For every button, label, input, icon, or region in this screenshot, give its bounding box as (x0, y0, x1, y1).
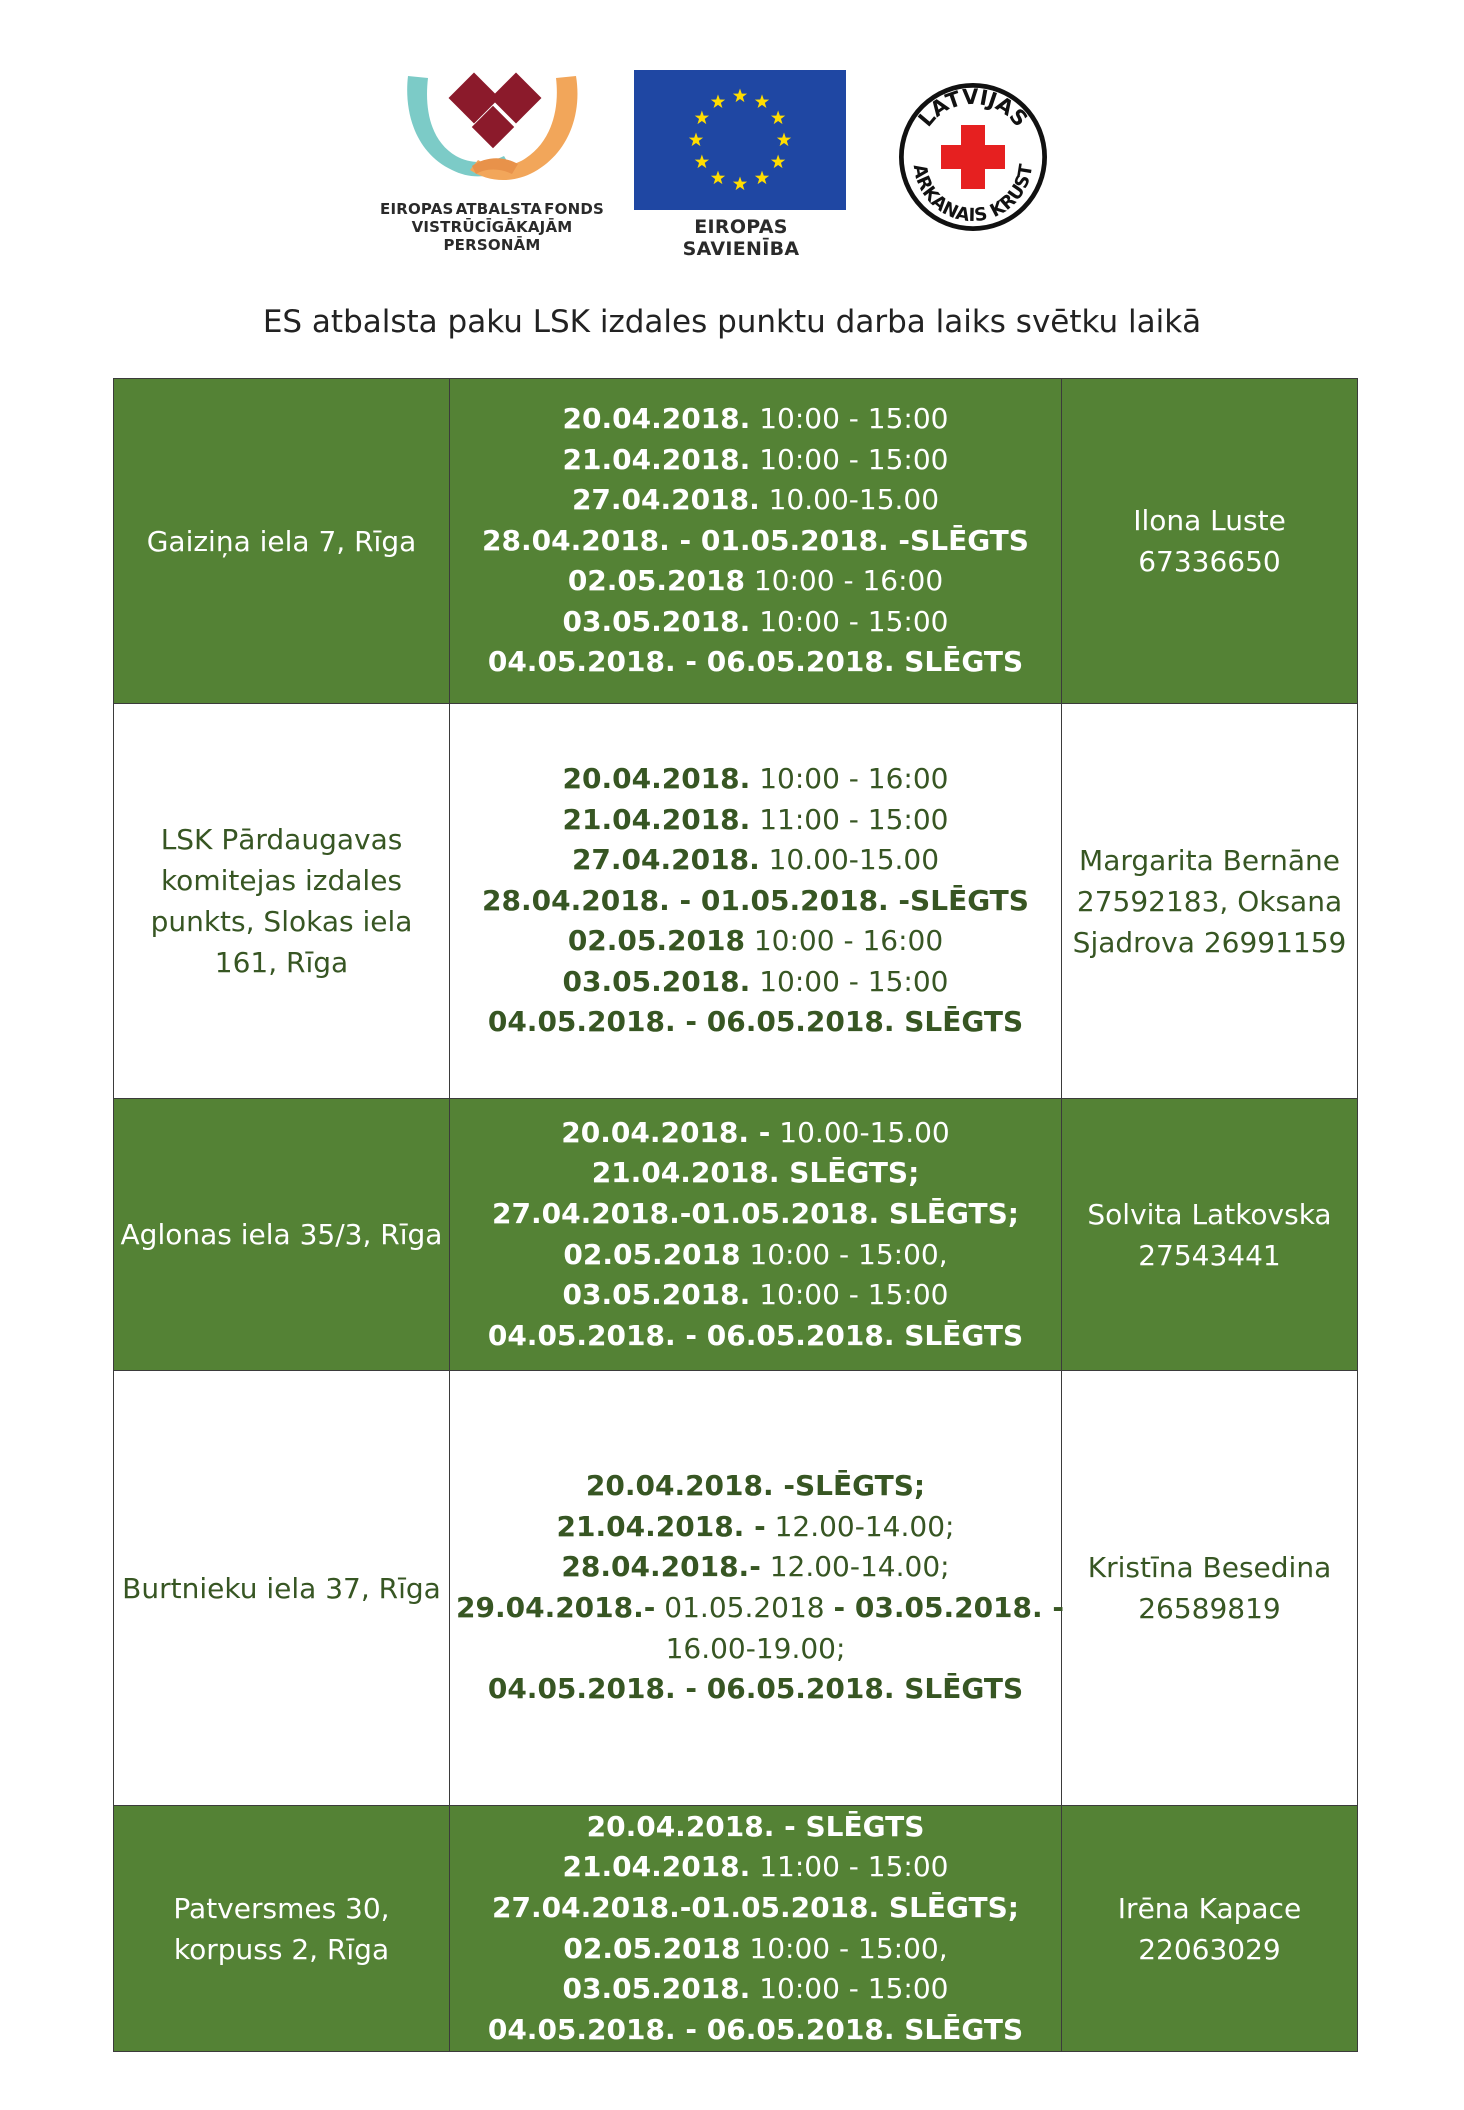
date-text: 29.04.2018.- (456, 1591, 656, 1624)
eu-star-icon (695, 111, 709, 125)
date-text: 27.04.2018.-01.05.2018. SLĒGTS; (492, 1196, 1019, 1230)
date-text: 21.04.2018. (562, 442, 751, 476)
date-text: 04.05.2018. - 06.05.2018. SLĒGTS (487, 2012, 1024, 2046)
date-text: 21.04.2018. - (556, 1509, 766, 1543)
time-text: 12.00-14.00; (765, 1509, 955, 1543)
date-text: 03.05.2018. (562, 604, 751, 638)
table-row (114, 704, 1358, 1099)
date-text: 21.04.2018. SLĒGTS; (591, 1156, 920, 1190)
table-row (114, 1371, 1358, 1806)
eu-star-icon (755, 171, 769, 185)
hours-line (456, 1113, 1055, 1154)
date-text: 03.05.2018. (562, 964, 751, 998)
svg-text:LATVIJAS: LATVIJAS (913, 84, 1033, 132)
contact-cell: Ilona Luste 67336650 (1062, 379, 1358, 704)
hours-line (456, 800, 1055, 841)
date-text: 04.05.2018. - 06.05.2018. SLĒGTS (487, 1672, 1024, 1706)
hours-line (456, 561, 1055, 602)
hours-cell (450, 1371, 1065, 1806)
time-text: 10:00 - 15:00, (740, 1237, 948, 1271)
time-text: 10:00 - 16:00 (744, 924, 944, 958)
date-text: 21.04.2018. (562, 802, 751, 836)
eu-star-icon (755, 94, 769, 108)
contact-cell: Solvita Latkovska 27543441 (1062, 1099, 1358, 1371)
date-text: 20.04.2018. (562, 401, 751, 435)
date-text: 20.04.2018. -SLĒGTS; (585, 1469, 926, 1503)
time-text: 10:00 - 15:00 (750, 604, 949, 638)
hours-line (456, 1235, 1055, 1276)
address-cell: Aglonas iela 35/3, Rīga (114, 1099, 450, 1371)
hours-line (456, 1002, 1055, 1043)
time-text: 10.00-15.00 (770, 1115, 950, 1149)
time-text: 10:00 - 15:00, (740, 1931, 948, 1965)
hours-line (456, 1888, 1055, 1929)
hours-line (456, 1275, 1055, 1316)
address-cell: Gaiziņa iela 7, Rīga (114, 379, 450, 704)
hands-icon (400, 70, 584, 194)
contact-cell: Margarita Bernāne 27592183, Oksana Sjadrova 26991159 (1062, 704, 1358, 1099)
time-text: 10:00 - 15:00 (750, 1278, 949, 1312)
date-text: 20.04.2018. - (561, 1115, 771, 1149)
hours-line (456, 1629, 1055, 1670)
hours-cell (450, 1806, 1062, 2052)
eu-star-icon (733, 177, 747, 191)
eu-star-icon (771, 155, 785, 169)
date-text: - 03.05.2018. - (833, 1591, 1065, 1624)
date-text: 04.05.2018. - 06.05.2018. SLĒGTS (487, 645, 1024, 679)
date-text: 04.05.2018. - 06.05.2018. SLĒGTS (487, 1005, 1024, 1039)
eu-star-icon (711, 171, 725, 185)
address-cell: Burtnieku iela 37, Rīga (114, 1371, 450, 1806)
time-text: 11:00 - 15:00 (750, 802, 949, 836)
hours-line (456, 1929, 1055, 1970)
time-text: 10:00 - 16:00 (744, 564, 944, 598)
hours-line (456, 881, 1055, 922)
date-text: 27.04.2018.-01.05.2018. SLĒGTS; (492, 1890, 1019, 1924)
hours-line (456, 2010, 1055, 2051)
date-text: 20.04.2018. (562, 761, 751, 795)
eu-label: EIROPAS SAVIENĪBA (682, 216, 800, 260)
date-text: 02.05.2018 (567, 924, 745, 958)
time-text: 10:00 - 15:00 (750, 442, 949, 476)
hours-line (456, 1194, 1055, 1235)
contact-cell: Irēna Kapace 22063029 (1062, 1806, 1358, 2052)
date-text: 02.05.2018 (567, 564, 745, 598)
address-cell: LSK Pārdaugavas komitejas izdales punkts, Slokas iela 161, Rīga (114, 704, 450, 1099)
time-text: 10.00-15.00 (759, 843, 940, 877)
hours-cell (450, 704, 1062, 1099)
hours-line (456, 602, 1055, 643)
date-text: 27.04.2018. (571, 483, 760, 517)
hours-line (456, 642, 1055, 683)
hours-line (456, 1507, 1055, 1548)
date-text: 28.04.2018. - 01.05.2018. -SLĒGTS (482, 523, 1029, 557)
date-text: 21.04.2018. (562, 1850, 751, 1884)
hours-line (456, 1807, 1055, 1848)
date-text: 02.05.2018 (563, 1237, 741, 1271)
date-text: 03.05.2018. (562, 1972, 751, 2006)
svg-text:SARKANAIS KRUSTS: ARKANAIS KRUST (908, 162, 1038, 227)
page-title: ES atbalsta paku LSK izdales punktu darba laiks svētku laikā (262, 304, 1202, 340)
table-row (114, 379, 1358, 704)
hours-line (456, 1969, 1055, 2010)
time-text: 11:00 - 15:00 (750, 1850, 949, 1884)
hours-line (456, 759, 1055, 800)
logo-bar (0, 0, 1464, 260)
hours-line (456, 840, 1055, 881)
date-text: 02.05.2018 (563, 1931, 741, 1965)
time-text: 10:00 - 15:00 (750, 1972, 949, 2006)
hours-line (456, 1547, 1055, 1588)
latvian-red-cross-logo (898, 82, 1048, 232)
hours-line (456, 480, 1055, 521)
time-text: 10:00 - 15:00 (750, 401, 949, 435)
time-text: 10:00 - 15:00 (750, 964, 949, 998)
eu-star-icon (771, 111, 785, 125)
eu-flag-icon (634, 70, 846, 210)
hours-line (456, 440, 1055, 481)
table-row (114, 1099, 1358, 1371)
time-text: 01.05.2018 (655, 1591, 834, 1624)
eu-star-icon (695, 155, 709, 169)
eu-star-icon (777, 133, 791, 147)
eu-star-icon (689, 133, 703, 147)
date-text: 03.05.2018. (562, 1278, 751, 1312)
efp-logo-text: EIROPAS ATBALSTA FONDS VISTRŪCĪGĀKAJĀM PERSONĀM (380, 200, 604, 254)
hours-line (456, 1316, 1055, 1357)
date-text: 28.04.2018. - 01.05.2018. -SLĒGTS (482, 883, 1029, 917)
time-text: 10:00 - 16:00 (750, 761, 949, 795)
eu-logo (634, 70, 848, 260)
hours-line (456, 921, 1055, 962)
table-row (114, 1806, 1358, 2052)
date-text: 20.04.2018. - SLĒGTS (586, 1809, 925, 1843)
time-text: 10.00-15.00 (759, 483, 940, 517)
date-text: 04.05.2018. - 06.05.2018. SLĒGTS (487, 1318, 1024, 1352)
date-text: 27.04.2018. (571, 843, 760, 877)
hours-line (456, 399, 1055, 440)
contact-cell: Kristīna Besedina 26589819 (1062, 1371, 1358, 1806)
hours-line (456, 1588, 1065, 1629)
hours-line (456, 1669, 1055, 1710)
hours-cell (450, 379, 1062, 704)
hours-line (456, 1153, 1055, 1194)
schedule-table (113, 378, 1358, 2052)
time-text: 16.00-19.00; (665, 1631, 846, 1665)
address-cell: Patversmes 30, korpuss 2, Rīga (114, 1806, 450, 2052)
hours-line (456, 1847, 1055, 1888)
eu-star-icon (711, 94, 725, 108)
efp-logo (372, 70, 612, 254)
hours-line (456, 521, 1055, 562)
hours-cell (450, 1099, 1062, 1371)
time-text: 12.00-14.00; (760, 1550, 950, 1584)
hours-line (456, 962, 1055, 1003)
red-cross-icon (898, 82, 1048, 232)
date-text: 28.04.2018.- (561, 1550, 761, 1584)
hours-line (456, 1466, 1055, 1507)
eu-star-icon (733, 89, 747, 103)
